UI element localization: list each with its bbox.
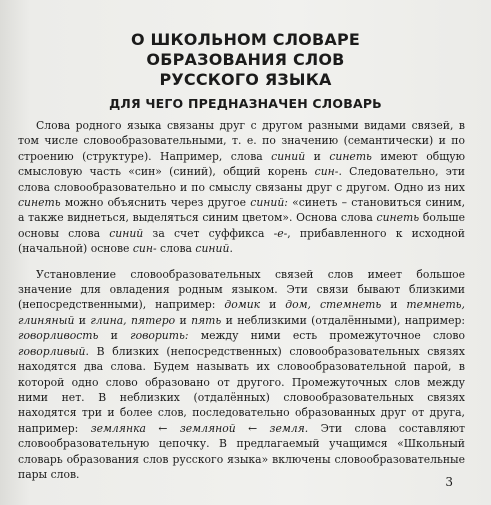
text-run: между ними есть промежуточное слово bbox=[188, 329, 465, 343]
paragraph-1 bbox=[18, 118, 465, 257]
page-title bbox=[0, 30, 491, 90]
example-word: синий bbox=[271, 149, 306, 163]
example-word: синеть bbox=[376, 211, 420, 225]
example-word: говорливость bbox=[18, 329, 99, 343]
example-word: син- bbox=[314, 165, 339, 179]
text-run: больше основы слова bbox=[18, 211, 465, 240]
page-number: 3 bbox=[445, 475, 453, 489]
title-line-2: ОБРАЗОВАНИЯ СЛОВ bbox=[146, 50, 345, 69]
text-run: . Следовательно, эти слова словообразовательно и по смыслу связаны друг с другом. Одно из них bbox=[18, 165, 465, 194]
example-word: дом, стемнеть bbox=[285, 298, 382, 312]
text-run: Эти слова составляют словообразовательную цепочку. В предлагаемый учащимся «Школьный словарь образования слов русского языка» включены словообразовательные пары слов. bbox=[18, 421, 465, 481]
section-heading: ДЛЯ ЧЕГО ПРЕДНАЗНАЧЕН СЛОВАРЬ bbox=[109, 96, 382, 111]
example-word: син- bbox=[132, 242, 157, 256]
paragraph-2 bbox=[18, 267, 465, 483]
text-run: и bbox=[305, 149, 330, 163]
text-run: и bbox=[74, 313, 91, 327]
text-run: можно объяснить через другое bbox=[60, 196, 251, 210]
text-run: «синеть – становиться синим, а также виднеться, выделяться синим цветом». Основа слова bbox=[18, 196, 465, 225]
text-run: и bbox=[260, 298, 286, 312]
text-run: и неблизкими (отдалёнными), например: bbox=[221, 313, 466, 327]
text-run: Слова родного языка связаны друг с другом разными видами связей, в том числе словообразовательными, т. е. по значению (семантически) и по строению (структуре). Например, слова bbox=[18, 119, 465, 163]
example-word: синий bbox=[195, 242, 230, 256]
text-run: за счет суффикса bbox=[143, 226, 274, 240]
example-word: синий: bbox=[250, 196, 288, 210]
text-run: и bbox=[175, 313, 192, 327]
example-word: говорливый bbox=[18, 344, 86, 358]
text-run: Установление словообразовательных связей слов имеет большое значение для овладения родным языком. Эти связи бывают близкими (непосредственными), например: bbox=[18, 267, 465, 312]
example-word: синеть bbox=[329, 149, 372, 163]
example-word: домик bbox=[224, 298, 261, 312]
example-word: говорить: bbox=[130, 329, 189, 343]
example-word: синеть bbox=[18, 196, 61, 210]
example-word: землянка ← земляной ← земля. bbox=[90, 421, 309, 435]
text-run: , прибавленного к исходной (начальной) основе bbox=[18, 226, 466, 256]
example-word: пять bbox=[191, 313, 222, 327]
example-word: глина, пятеро bbox=[90, 313, 176, 327]
text-run: . В близких (непосредственных) словообразовательных связях находятся два слова. Будем называть их словообразовательной парой, в которой одно слово образовано от другого. Промежуточных слов между ними нет. В неблизких (отдалённых) словообразовательных связях находятся три и более слов, последовательно образованных друг от друга, например: bbox=[18, 344, 465, 435]
example-word: -е- bbox=[273, 226, 288, 240]
body-text bbox=[18, 118, 465, 482]
text-run: . bbox=[229, 242, 233, 256]
example-word: синий bbox=[109, 226, 144, 240]
example-word: темнеть, глиняный bbox=[18, 298, 465, 327]
text-run: имеют общую смысловую часть «син» (синий), общий корень bbox=[18, 149, 465, 179]
text-run: слова bbox=[156, 242, 196, 256]
title-line-3: РУССКОГО ЯЗЫКА bbox=[159, 70, 332, 89]
text-run: и bbox=[381, 298, 407, 312]
title-line-1: О ШКОЛЬНОМ СЛОВАРЕ bbox=[130, 30, 361, 49]
text-run: и bbox=[98, 329, 131, 343]
